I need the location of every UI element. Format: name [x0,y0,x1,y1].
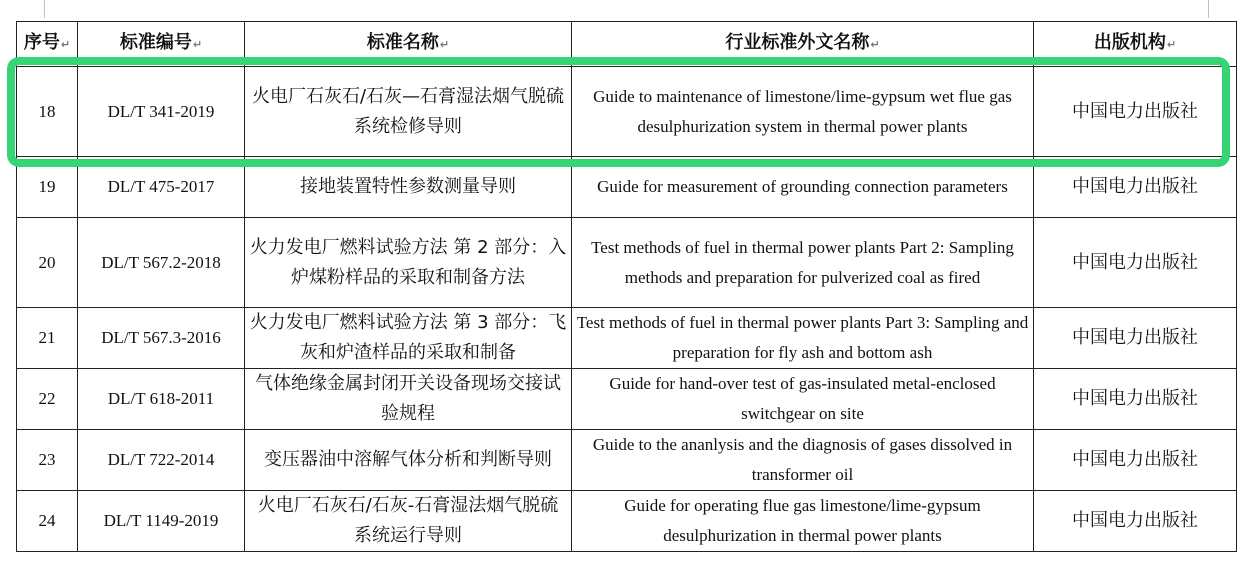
table-header-row [17,22,1237,67]
table-row [17,369,1237,430]
cell-name[interactable]: 火电厂石灰石/石灰-石膏湿法烟气脱硫系统运行导则 [245,491,572,552]
cell-name[interactable]: 变压器油中溶解气体分析和判断导则 [245,430,572,491]
cell-foreign-name[interactable]: Guide to maintenance of limestone/lime-gypsum wet flue gas desulphurization system in thermal power plants [572,67,1034,157]
cell-no[interactable]: 24 [17,491,78,552]
cell-code[interactable]: DL/T 567.2-2018 [78,218,245,308]
table-row [17,308,1237,369]
cell-publisher[interactable]: 中国电力出版社 [1034,308,1237,369]
cell-foreign-name[interactable]: Guide for hand-over test of gas-insulated metal-enclosed switchgear on site [572,369,1034,430]
cell-no[interactable]: 22 [17,369,78,430]
cell-code[interactable]: DL/T 618-2011 [78,369,245,430]
header-code[interactable]: 标准编号↵ [78,22,245,67]
cell-publisher[interactable]: 中国电力出版社 [1034,218,1237,308]
table-row [17,218,1237,308]
standards-table [16,21,1237,552]
cell-code[interactable]: DL/T 722-2014 [78,430,245,491]
cell-no[interactable]: 19 [17,157,78,218]
cell-no[interactable]: 20 [17,218,78,308]
cell-no[interactable]: 18 [17,67,78,157]
header-no[interactable]: 序号↵ [17,22,78,67]
cell-publisher[interactable]: 中国电力出版社 [1034,157,1237,218]
cell-foreign-name[interactable]: Guide for measurement of grounding connection parameters [572,157,1034,218]
table-row [17,430,1237,491]
header-foreign-name[interactable]: 行业标准外文名称↵ [572,22,1034,67]
cell-no[interactable]: 23 [17,430,78,491]
table-row [17,491,1237,552]
cell-code[interactable]: DL/T 567.3-2016 [78,308,245,369]
table-row [17,67,1237,157]
cell-code[interactable]: DL/T 475-2017 [78,157,245,218]
cell-foreign-name[interactable]: Test methods of fuel in thermal power plants Part 2: Sampling methods and preparation for pulverized coal as fired [572,218,1034,308]
cell-publisher[interactable]: 中国电力出版社 [1034,369,1237,430]
cell-publisher[interactable]: 中国电力出版社 [1034,491,1237,552]
cell-foreign-name[interactable]: Guide for operating flue gas limestone/lime-gypsum desulphurization in thermal power plants [572,491,1034,552]
cell-name[interactable]: 火力发电厂燃料试验方法 第 3 部分：飞灰和炉渣样品的采取和制备 [245,308,572,369]
cell-name[interactable]: 火电厂石灰石/石灰—石膏湿法烟气脱硫系统检修导则 [245,67,572,157]
cell-name[interactable]: 火力发电厂燃料试验方法 第 2 部分：入炉煤粉样品的采取和制备方法 [245,218,572,308]
header-publisher[interactable]: 出版机构↵ [1034,22,1237,67]
page-margin-guide-left [44,0,45,18]
cell-foreign-name[interactable]: Test methods of fuel in thermal power plants Part 3: Sampling and preparation for fly ash and bottom ash [572,308,1034,369]
cell-foreign-name[interactable]: Guide to the ananlysis and the diagnosis of gases dissolved in transformer oil [572,430,1034,491]
cell-name[interactable]: 气体绝缘金属封闭开关设备现场交接试验规程 [245,369,572,430]
cell-code[interactable]: DL/T 1149-2019 [78,491,245,552]
cell-publisher[interactable]: 中国电力出版社 [1034,430,1237,491]
page-margin-guide-right [1208,0,1209,18]
header-name[interactable]: 标准名称↵ [245,22,572,67]
cell-code[interactable]: DL/T 341-2019 [78,67,245,157]
cell-no[interactable]: 21 [17,308,78,369]
cell-publisher[interactable]: 中国电力出版社 [1034,67,1237,157]
cell-name[interactable]: 接地装置特性参数测量导则 [245,157,572,218]
table-row [17,157,1237,218]
